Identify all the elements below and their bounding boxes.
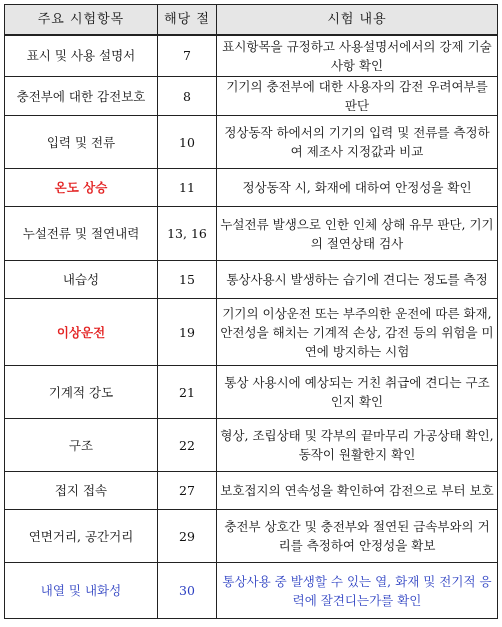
row-item: 기계적 강도 [5, 366, 158, 419]
row-item: 입력 및 전류 [5, 116, 158, 169]
row-clause: 27 [158, 472, 217, 510]
row-item-highlighted: 내열 및 내화성 [5, 563, 158, 619]
table-row [5, 207, 498, 261]
row-item: 충전부에 대한 감전보호 [5, 77, 158, 116]
row-content: 통상사용 중 발생할 수 있는 열, 화재 및 전기적 응력에 잘견디는가를 확인 [217, 563, 498, 619]
header-content: 시험 내용 [217, 5, 498, 35]
table-row [5, 261, 498, 299]
test-items-table [4, 4, 498, 619]
row-clause: 22 [158, 419, 217, 472]
row-content: 정상동작 하에서의 기기의 입력 및 전류를 측정하여 제조사 지정값과 비교 [217, 116, 498, 169]
header-item: 주요 시험항목 [5, 5, 158, 35]
table-row [5, 77, 498, 116]
table-row [5, 563, 498, 619]
row-content: 표시항목을 규정하고 사용설명서에서의 강제 기술사항 확인 [217, 35, 498, 77]
row-content: 기기의 이상운전 또는 부주의한 운전에 따른 화재, 안전성을 해치는 기계적 손상, 감전 등의 위험을 미연에 방지하는 시험 [217, 299, 498, 366]
row-clause: 7 [158, 35, 217, 77]
row-item: 구조 [5, 419, 158, 472]
row-content: 누설전류 발생으로 인한 인체 상해 유무 판단, 기기의 절연상태 검사 [217, 207, 498, 261]
table-row [5, 116, 498, 169]
row-content: 정상동작 시, 화재에 대하여 안정성을 확인 [217, 169, 498, 207]
header-clause: 해당 절 [158, 5, 217, 35]
row-content: 형상, 조립상태 및 각부의 끝마무리 가공상태 확인, 동작이 원활한지 확인 [217, 419, 498, 472]
row-item: 연면거리, 공간거리 [5, 510, 158, 563]
row-item: 누설전류 및 절연내력 [5, 207, 158, 261]
row-clause: 13, 16 [158, 207, 217, 261]
table-header-row [5, 5, 498, 35]
table-row [5, 35, 498, 77]
table-row [5, 169, 498, 207]
row-item: 접지 접속 [5, 472, 158, 510]
row-item: 표시 및 사용 설명서 [5, 35, 158, 77]
row-item-highlighted: 온도 상승 [5, 169, 158, 207]
row-clause: 10 [158, 116, 217, 169]
row-content: 통상 사용시에 예상되는 거친 취급에 견디는 구조인지 확인 [217, 366, 498, 419]
row-clause: 8 [158, 77, 217, 116]
table-row [5, 299, 498, 366]
row-content: 보호접지의 연속성을 확인하여 감전으로 부터 보호 [217, 472, 498, 510]
table-row [5, 419, 498, 472]
row-item: 내습성 [5, 261, 158, 299]
row-clause: 11 [158, 169, 217, 207]
row-content: 기기의 충전부에 대한 사용자의 감전 우려여부를 판단 [217, 77, 498, 116]
row-content: 통상사용시 발생하는 습기에 견디는 정도를 측정 [217, 261, 498, 299]
row-clause: 15 [158, 261, 217, 299]
row-clause: 19 [158, 299, 217, 366]
row-clause: 30 [158, 563, 217, 619]
test-items-table-wrapper [4, 4, 498, 619]
row-item-highlighted: 이상운전 [5, 299, 158, 366]
table-row [5, 366, 498, 419]
table-row [5, 510, 498, 563]
row-clause: 21 [158, 366, 217, 419]
table-row [5, 472, 498, 510]
row-content: 충전부 상호간 및 충전부와 절연된 금속부와의 거리를 측정하여 안정성을 확보 [217, 510, 498, 563]
row-clause: 29 [158, 510, 217, 563]
